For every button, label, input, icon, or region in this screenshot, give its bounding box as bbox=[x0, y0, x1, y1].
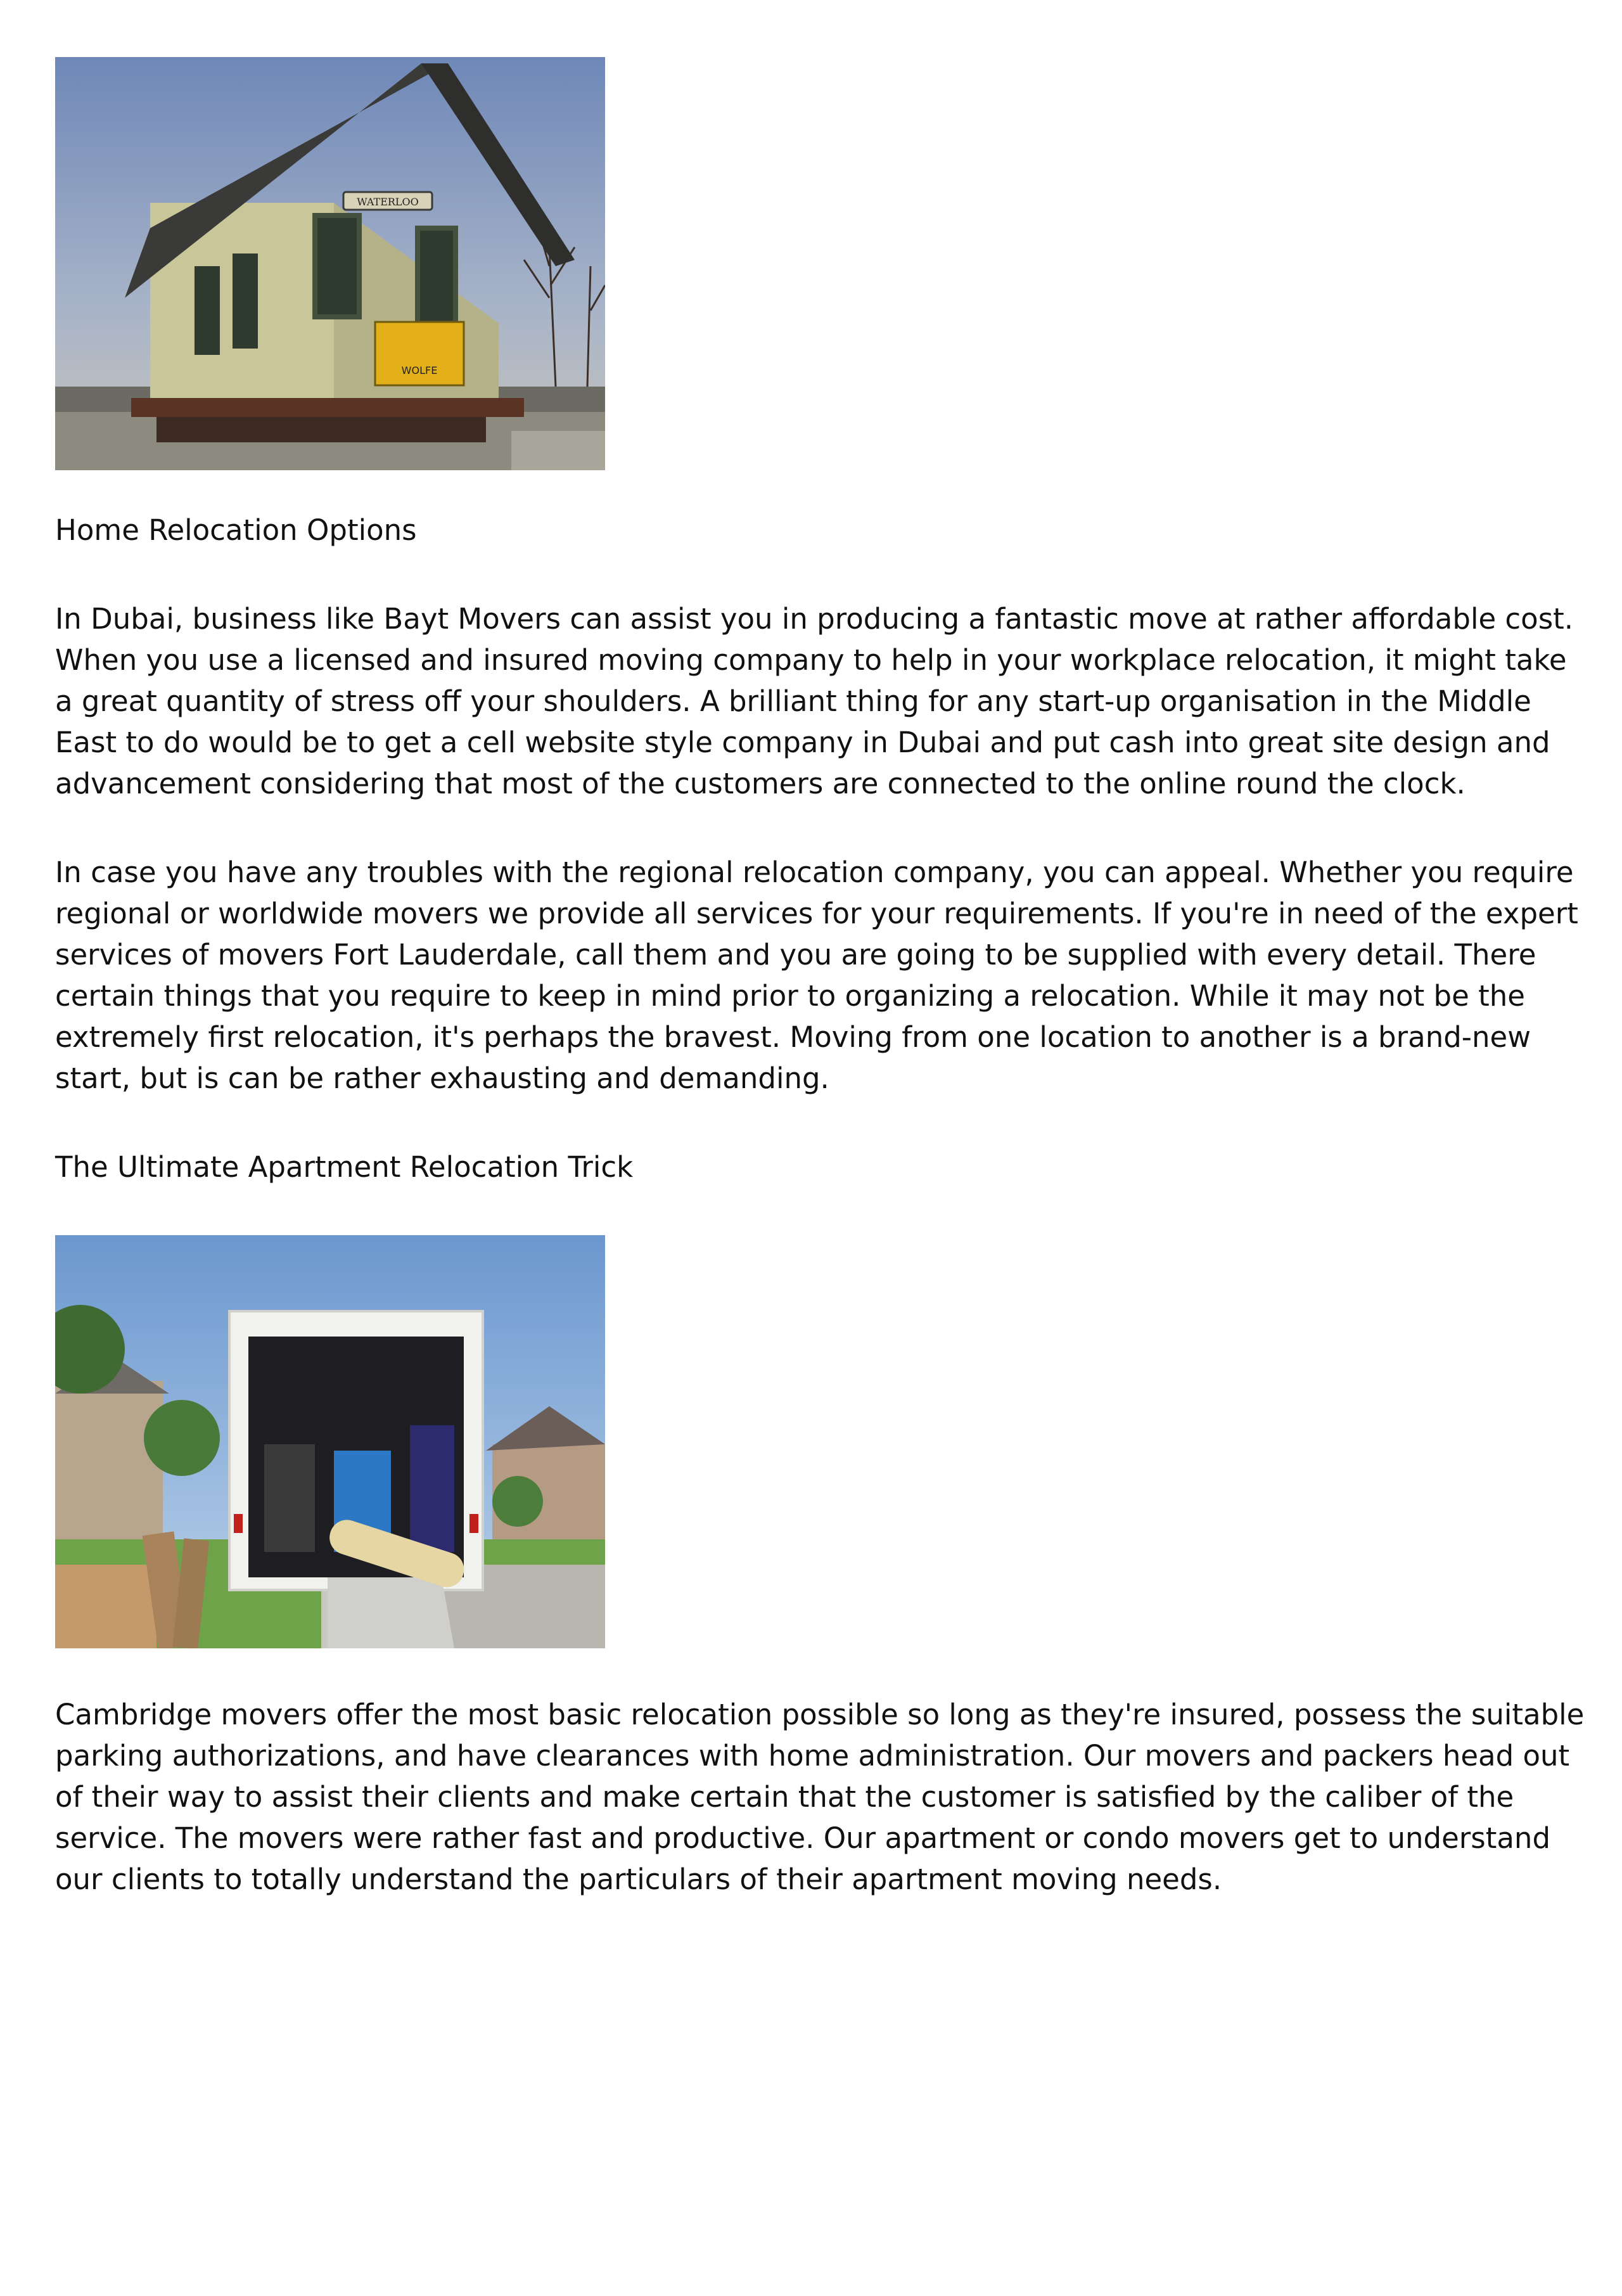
paragraph-dubai: In Dubai, business like Bayt Movers can assist you in producing a fantastic move at rather affordable cost. When you use a licensed and insured moving company to help in your workplace relocation, it might take a great quantity of stress off your shoulders. A brilliant thing for any start-up organisation in the Middle East to do would be to get a cell website style company in Dubai and put cash into great site design and advancement considering that most of the customers are connected to the online round the clock. bbox=[55, 602, 1574, 800]
svg-text:WATERLOO: WATERLOO bbox=[357, 196, 419, 208]
moving-truck-photo bbox=[55, 1235, 605, 1648]
house-relocation-photo bbox=[55, 57, 605, 470]
paragraph-cambridge: Cambridge movers offer the most basic relocation possible so long as they're insured, possess the suitable parking authorizations, and have clearances with home administration. Our movers and packers head out of their way to assist their clients and make certain that the customer is satisfied by the caliber of the service. The movers were rather fast and productive. Our apartment or condo movers get to understand our clients to totally understand the particulars of their apartment moving needs. bbox=[55, 1698, 1585, 1896]
svg-text:WOLFE: WOLFE bbox=[401, 364, 438, 376]
paragraph-troubles: In case you have any troubles with the regional relocation company, you can appeal. Whether you require regional or worldwide movers we provide all services for your requirements. If you're in need of the expert services of movers Fort Lauderdale, call them and you are going to be supplied with every detail. There certain things that you require to keep in mind prior to organizing a relocation. While it may not be the extremely first relocation, it's perhaps the bravest. Moving from one location to another is a brand-new start, but is can be rather exhausting and demanding. bbox=[55, 856, 1578, 1095]
article bbox=[55, 57, 1588, 1900]
heading-ultimate-apartment-relocation-trick: The Ultimate Apartment Relocation Trick bbox=[55, 1150, 634, 1184]
heading-home-relocation-options: Home Relocation Options bbox=[55, 513, 417, 547]
